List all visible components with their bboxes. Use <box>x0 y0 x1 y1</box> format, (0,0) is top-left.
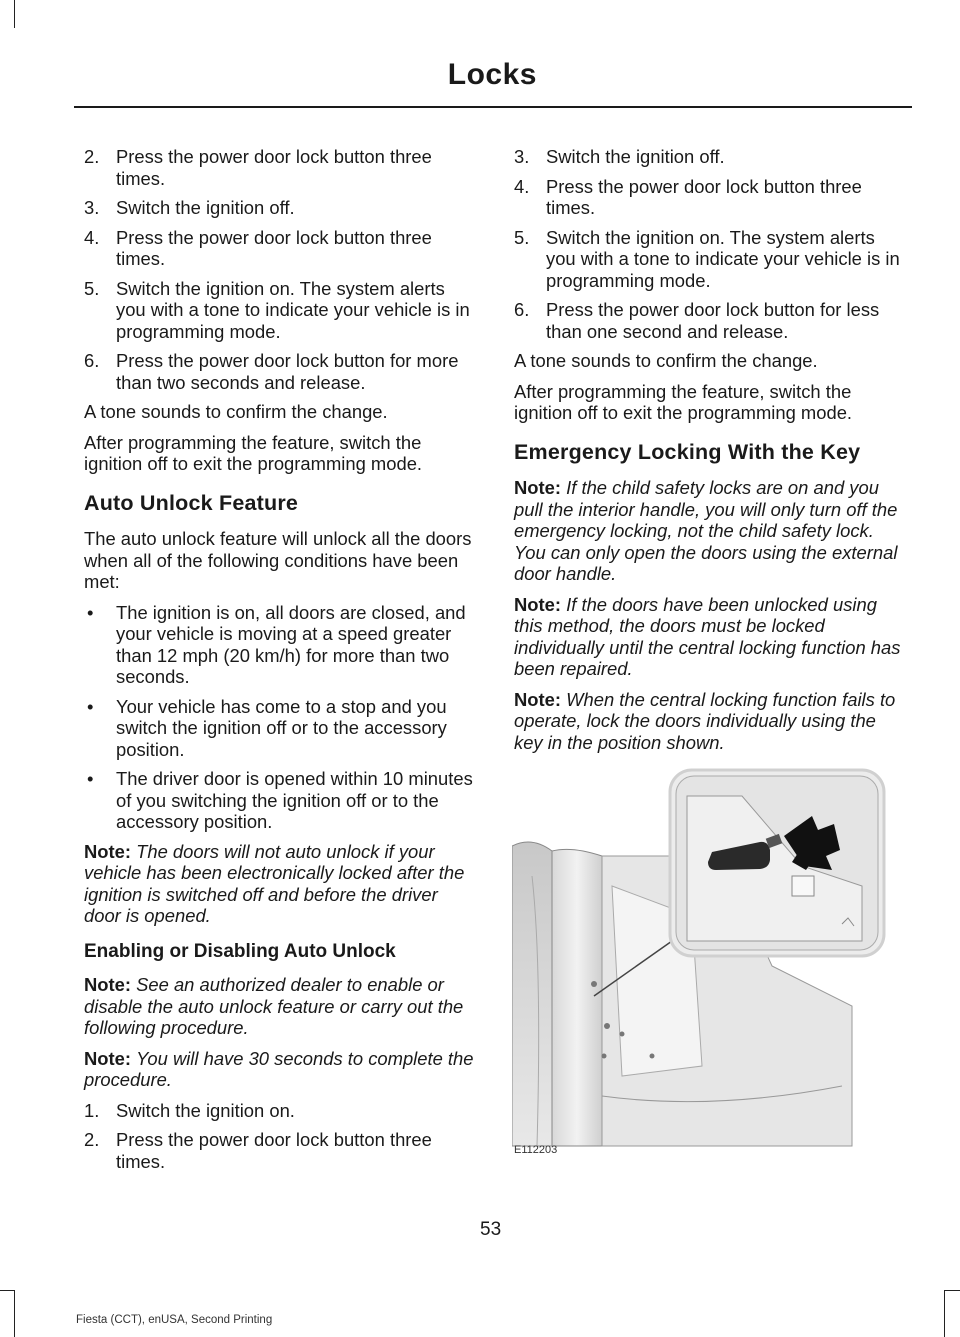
note-text: You will have 30 seconds to complete the procedure. <box>84 1047 474 1090</box>
note-text: The doors will not auto unlock if your vehicle has been electronically locked after the ignition is switched off and before the driver door is opened. <box>84 840 465 926</box>
bullet-item <box>84 696 476 761</box>
crop-mark <box>944 1290 960 1291</box>
step-number: 6. <box>514 299 530 320</box>
step-text: Switch the ignition on. The system alerts you with a tone to indicate your vehicle is in programming mode. <box>116 277 470 342</box>
paragraph: A tone sounds to confirm the change. <box>84 401 388 422</box>
step-text: Press the power door lock button for more than two seconds and release. <box>116 350 459 393</box>
note-text: When the central locking function fails to operate, lock the doors individually using the key in the position shown. <box>514 688 896 753</box>
section-heading: Emergency Locking With the Key <box>514 439 861 464</box>
door-lock-illustration <box>512 766 910 1160</box>
note-label: Note: <box>514 477 561 498</box>
step-text: Press the power door lock button three times. <box>116 1129 432 1172</box>
step-text: Press the power door lock button three times. <box>546 175 862 218</box>
paragraph: The auto unlock feature will unlock all the doors when all of the following conditions have been met: <box>84 528 472 592</box>
note <box>514 477 908 585</box>
bullet-item <box>84 768 476 833</box>
step-number: 4. <box>514 175 530 197</box>
bullet-item <box>84 602 476 688</box>
note-text: See an authorized dealer to enable or disable the auto unlock feature or carry out the following procedure. <box>84 974 464 1038</box>
note <box>514 594 908 680</box>
subsection-heading: Enabling or Disabling Auto Unlock <box>84 940 396 962</box>
step-text: Press the power door lock button three times. <box>116 226 432 269</box>
footer-printing: Fiesta (CCT), enUSA, Second Printing <box>76 1314 273 1326</box>
list-item <box>514 146 908 168</box>
bullet-marker: • <box>87 695 94 717</box>
bullet-text: The driver door is opened within 10 minutes of you switching the ignition off or to the accessory position. <box>116 768 473 832</box>
step-text: Press the power door lock button three times. <box>116 146 432 189</box>
figure-code: E112203 <box>514 1144 558 1156</box>
list-item <box>84 227 476 270</box>
bullet-marker: • <box>87 601 94 623</box>
page-title: Locks <box>447 58 537 91</box>
note <box>84 1048 476 1091</box>
list-item <box>514 227 908 292</box>
step-number: 5. <box>514 226 530 248</box>
note-label: Note: <box>84 974 131 995</box>
step-number: 2. <box>84 1129 100 1150</box>
left-column <box>84 146 476 1180</box>
crop-mark <box>0 1290 14 1291</box>
list-item <box>514 176 908 219</box>
page-number: 53 <box>480 1219 502 1240</box>
right-column <box>514 146 908 762</box>
step-text: Switch the ignition on. <box>116 1099 295 1121</box>
note-label: Note: <box>84 840 131 862</box>
step-number: 5. <box>84 277 100 299</box>
paragraph: After programming the feature, switch the ignition off to exit the programming mode. <box>84 431 423 474</box>
step-number: 4. <box>84 226 100 248</box>
note <box>514 689 908 754</box>
step-number: 6. <box>84 350 100 371</box>
bullet-text: Your vehicle has come to a stop and you switch the ignition off or to the accessory position. <box>116 695 447 760</box>
note-label: Note: <box>84 1047 131 1069</box>
step-text: Press the power door lock button for less than one second and release. <box>546 299 880 342</box>
note <box>84 841 476 927</box>
step-number: 3. <box>84 197 100 218</box>
step-text: Switch the ignition on. The system alerts you with a tone to indicate your vehicle is in programming mode. <box>546 226 900 291</box>
list-item <box>84 1129 476 1172</box>
step-number: 2. <box>84 146 100 167</box>
note <box>84 974 476 1039</box>
list-item <box>84 1100 476 1122</box>
section-heading: Auto Unlock Feature <box>84 490 299 515</box>
paragraph: After programming the feature, switch the ignition off to exit the programming mode. <box>514 380 853 423</box>
list-item <box>84 350 476 393</box>
list-item <box>84 146 476 189</box>
step-text: Switch the ignition off. <box>546 146 725 167</box>
paragraph: A tone sounds to confirm the change. <box>514 350 818 371</box>
note-text: If the child safety locks are on and you pull the interior handle, you will only turn off the emergency locking, not the child safety lock. You can only open the doors using the external door handle. <box>514 477 898 584</box>
crop-mark <box>14 1290 15 1337</box>
note-label: Note: <box>514 688 561 710</box>
bullet-text: The ignition is on, all doors are closed, and your vehicle is moving at a speed greater than 12 mph (20 km/h) for more than two seconds. <box>116 601 466 687</box>
crop-mark <box>944 1290 945 1337</box>
list-item <box>514 299 908 342</box>
step-text: Switch the ignition off. <box>116 197 295 218</box>
bullet-marker: • <box>87 768 94 789</box>
note-text: If the doors have been unlocked using this method, the doors must be locked individually until the central locking function has been repaired. <box>514 593 901 679</box>
crop-mark <box>14 0 15 28</box>
header-rule <box>74 106 912 108</box>
step-number: 3. <box>514 146 530 167</box>
list-item <box>84 278 476 343</box>
door-lock-drawing <box>512 766 910 1160</box>
step-number: 1. <box>84 1099 100 1121</box>
list-item <box>84 197 476 219</box>
note-label: Note: <box>514 593 561 615</box>
